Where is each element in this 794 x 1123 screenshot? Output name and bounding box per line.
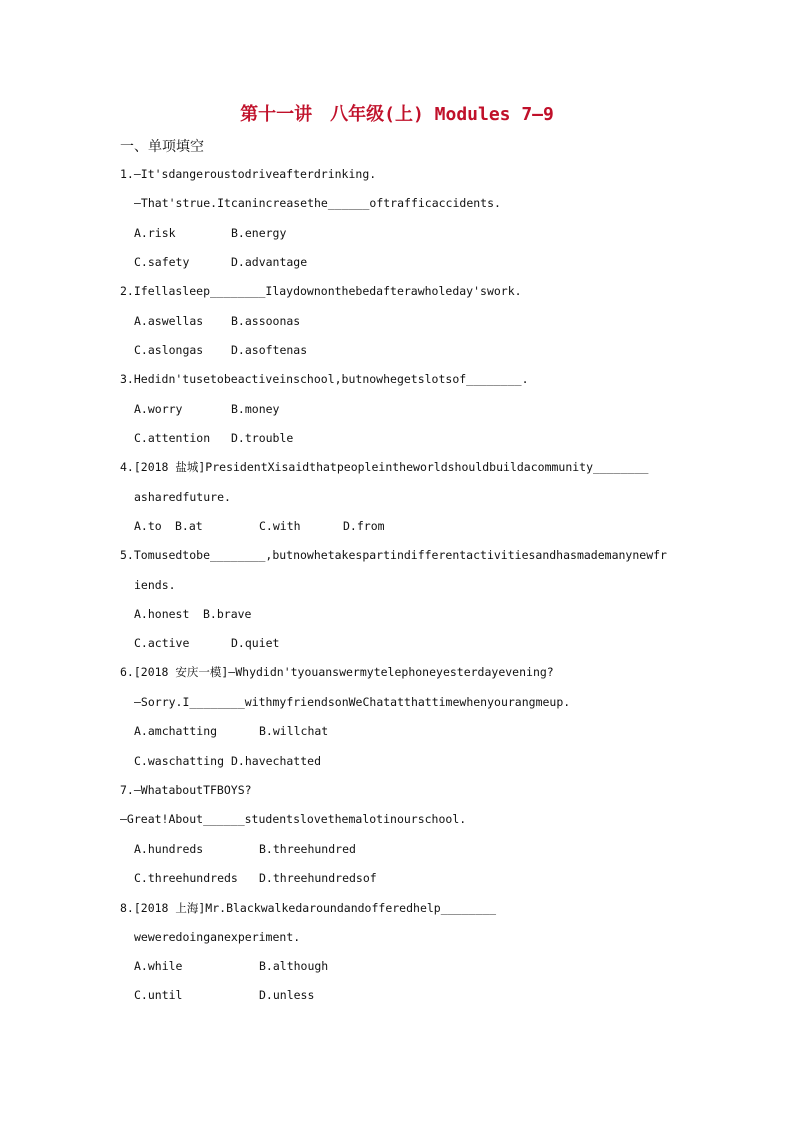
- question-7-option-c[interactable]: C.threehundreds: [134, 871, 238, 885]
- question-6-option-c[interactable]: C.waschatting: [134, 754, 225, 768]
- question-2-stem: 2.Ifellasleep________Ilaydownonthebedafterawholeday'swork.: [120, 284, 522, 298]
- question-4-stem-line2: asharedfuture.: [134, 490, 231, 504]
- question-2-option-c[interactable]: C.aslongas: [134, 343, 204, 357]
- question-3-option-d[interactable]: D.trouble: [231, 431, 294, 445]
- question-5-stem: 5.Tomusedtobe________,butnowhetakespartindifferentactivitiesandhasmademanynewfr: [120, 548, 667, 562]
- page-title: 第十一讲 八年级(上) Modules 7—9: [240, 104, 554, 125]
- question-8-stem-line2: weweredoinganexperiment.: [134, 930, 301, 944]
- question-6-option-b[interactable]: B.willchat: [259, 724, 329, 738]
- question-6-stem: 6.[2018 安庆一模]—Whydidn'tyouanswermytelephoneyesterdayevening?: [120, 665, 554, 679]
- question-5-option-c[interactable]: C.active: [134, 636, 190, 650]
- question-8-option-c[interactable]: C.until: [134, 988, 183, 1002]
- question-1-option-d[interactable]: D.advantage: [231, 255, 308, 269]
- section-heading: 一、单项填空: [120, 139, 204, 155]
- question-3-stem: 3.Hedidn'tusetobeactiveinschool,butnowhegetslotsof________.: [120, 372, 529, 386]
- question-8-option-a[interactable]: A.while: [134, 959, 183, 973]
- question-8-option-d[interactable]: D.unless: [259, 988, 315, 1002]
- question-7-stem-line2: —Great!About______studentslovethemalotinourschool.: [120, 812, 467, 826]
- question-6-option-a[interactable]: A.amchatting: [134, 724, 218, 738]
- question-1-option-a[interactable]: A.risk: [134, 226, 176, 240]
- question-1-stem-line2: —That'strue.Itcanincreasethe______oftrafficaccidents.: [134, 196, 501, 210]
- question-5-option-b[interactable]: B.brave: [203, 607, 252, 621]
- question-2-option-d[interactable]: D.asoftenas: [231, 343, 308, 357]
- question-7-option-d[interactable]: D.threehundredsof: [259, 871, 377, 885]
- question-6-stem-line2: —Sorry.I________withmyfriendsonWeChatatthattimewhenyourangmeup.: [134, 695, 571, 709]
- question-6-option-d[interactable]: D.havechatted: [231, 754, 322, 768]
- question-4-stem: 4.[2018 盐城]PresidentXisaidthatpeopleintheworldshouldbuildacommunity________: [120, 460, 649, 474]
- question-5-option-a[interactable]: A.honest: [134, 607, 190, 621]
- question-4-option-b[interactable]: B.at: [175, 519, 203, 533]
- question-4-option-d[interactable]: D.from: [343, 519, 385, 533]
- question-7-option-b[interactable]: B.threehundred: [259, 842, 356, 856]
- question-7-option-a[interactable]: A.hundreds: [134, 842, 204, 856]
- question-8-option-b[interactable]: B.although: [259, 959, 329, 973]
- question-3-option-b[interactable]: B.money: [231, 402, 280, 416]
- question-2-option-b[interactable]: B.assoonas: [231, 314, 301, 328]
- question-2-option-a[interactable]: A.aswellas: [134, 314, 204, 328]
- question-7-stem: 7.—WhataboutTFBOYS?: [120, 783, 252, 797]
- question-4-option-a[interactable]: A.to: [134, 519, 162, 533]
- question-5-stem-line2: iends.: [134, 578, 176, 592]
- question-3-option-c[interactable]: C.attention: [134, 431, 211, 445]
- question-1-option-b[interactable]: B.energy: [231, 226, 287, 240]
- question-1-stem: 1.—It'sdangeroustodriveafterdrinking.: [120, 167, 377, 181]
- question-8-stem: 8.[2018 上海]Mr.Blackwalkedaroundandofferedhelp________: [120, 901, 497, 915]
- question-4-option-c[interactable]: C.with: [259, 519, 301, 533]
- question-3-option-a[interactable]: A.worry: [134, 402, 183, 416]
- question-1-option-c[interactable]: C.safety: [134, 255, 190, 269]
- question-5-option-d[interactable]: D.quiet: [231, 636, 280, 650]
